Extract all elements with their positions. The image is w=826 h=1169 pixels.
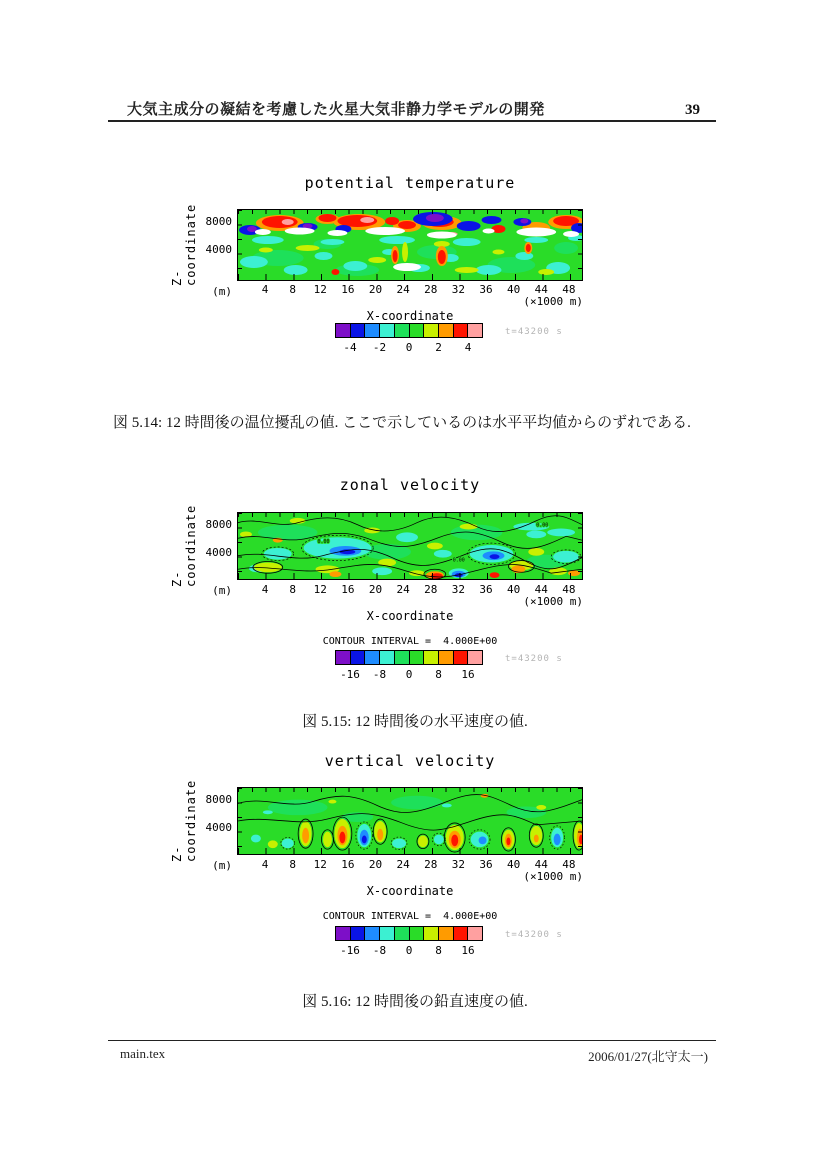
z-axis-label: Z-coordinate — [170, 203, 198, 287]
x-tick-label: 40 — [507, 858, 521, 871]
footer-left: main.tex — [120, 1046, 166, 1061]
x-unit-label: (×1000 m) — [523, 870, 583, 883]
x-tick-label: 20 — [368, 583, 383, 596]
time-label: t=43200 s — [505, 654, 563, 664]
colorbar-cell — [379, 651, 394, 664]
heatmap-zonal-velocity — [237, 512, 583, 580]
x-tick-label: 44 — [534, 858, 548, 871]
colorbar-cell — [409, 324, 424, 337]
z-tick-label: 4000 — [205, 821, 232, 834]
colorbar-cell — [453, 651, 468, 664]
colorbar-tick-label: 4 — [464, 341, 472, 354]
page-footer — [120, 1046, 708, 1065]
x-tick-label: 12 — [313, 283, 327, 296]
colorbar-cell — [438, 324, 453, 337]
page-number: 39 — [685, 102, 700, 118]
zonal-velocity-field — [238, 513, 582, 579]
bottom-tick-marks — [238, 848, 582, 854]
x-tick-label: 24 — [396, 583, 410, 596]
contour-label: 0.00 — [452, 557, 465, 564]
x-tick-label: 16 — [341, 583, 355, 596]
x-tick-label: 28 — [424, 283, 438, 296]
x-tick-label: 12 — [313, 583, 327, 596]
colorbar-tick-label: -16 — [340, 668, 360, 681]
colorbar — [335, 650, 483, 665]
colorbar-tick-label: -8 — [372, 944, 387, 957]
colorbar-cell — [350, 651, 365, 664]
figure-caption: 図 5.15: 12 時間後の水平速度の値. — [302, 714, 528, 730]
x-tick-label: 32 — [451, 858, 465, 871]
x-tick-label: 4 — [261, 583, 269, 596]
x-tick-label: 16 — [341, 858, 355, 871]
x-tick-label: 16 — [341, 283, 355, 296]
x-tick-label: 48 — [562, 583, 576, 596]
z-tick-label: 4000 — [205, 243, 232, 256]
colorbar-cell — [394, 324, 409, 337]
right-tick-marks — [578, 210, 582, 280]
x-unit-label: (×1000 m) — [523, 295, 583, 308]
x-tick-label: 28 — [424, 858, 438, 871]
colorbar-cell — [394, 651, 409, 664]
colorbar-cell — [364, 651, 379, 664]
colorbar-cell — [467, 324, 482, 337]
x-tick-label: 40 — [507, 283, 521, 296]
top-tick-marks — [238, 210, 582, 214]
figure-title: vertical velocity — [324, 752, 496, 770]
colorbar-tick-row — [336, 341, 482, 354]
x-tick-label: 24 — [396, 283, 410, 296]
vertical-velocity-field — [238, 788, 582, 854]
footer-right: 2006/01/27(北守太一) — [588, 1049, 708, 1064]
potential-temperature-field — [238, 210, 582, 280]
contour-interval-label: CONTOUR INTERVAL = 4.000E+00 — [322, 911, 498, 922]
time-label: t=43200 s — [505, 930, 563, 940]
colorbar-cell — [438, 927, 453, 940]
x-tick-label: 40 — [507, 583, 521, 596]
z-unit-label: (m) — [212, 859, 232, 872]
colorbar — [335, 926, 483, 941]
colorbar-tick-row — [336, 668, 482, 681]
x-tick-label: 20 — [368, 283, 383, 296]
time-label: t=43200 s — [505, 327, 563, 337]
colorbar-cell — [438, 651, 453, 664]
x-tick-label: 32 — [451, 283, 465, 296]
right-tick-marks — [578, 788, 582, 854]
figure-title: potential temperature — [304, 174, 516, 192]
left-tick-marks — [238, 210, 242, 280]
colorbar-cell — [336, 324, 350, 337]
colorbar-tick-label: 2 — [435, 341, 442, 354]
z-tick-label: 8000 — [205, 518, 232, 531]
colorbar-tick-label: 8 — [435, 944, 442, 957]
z-tick-label: 8000 — [205, 215, 232, 228]
colorbar-cell — [379, 927, 394, 940]
top-tick-marks — [238, 788, 582, 792]
colorbar-tick-row — [336, 944, 482, 957]
colorbar-cell — [350, 324, 365, 337]
colorbar-tick-label: -8 — [372, 668, 387, 681]
colorbar-tick-label: 8 — [435, 668, 442, 681]
x-tick-label: 28 — [424, 583, 438, 596]
colorbar-cell — [467, 927, 482, 940]
z-axis-label: Z-coordinate — [170, 504, 198, 588]
x-tick-label: 4 — [261, 858, 269, 871]
x-tick-label: 24 — [396, 858, 410, 871]
footer-rule — [108, 1040, 716, 1041]
figure-title: zonal velocity — [339, 476, 481, 494]
page-header — [127, 98, 700, 119]
colorbar-tick-label: 16 — [461, 944, 475, 957]
colorbar-cell — [423, 927, 438, 940]
x-axis-label: X-coordinate — [366, 884, 454, 898]
x-tick-label: 8 — [289, 283, 296, 296]
colorbar-tick-label: 16 — [461, 668, 475, 681]
colorbar-cell — [409, 651, 424, 664]
z-tick-label: 8000 — [205, 793, 232, 806]
figure-caption: 図 5.14: 12 時間後の温位擾乱の値. ここで示しているのは水平平均値からのずれである. — [113, 415, 691, 431]
x-tick-label: 20 — [368, 858, 383, 871]
x-tick-label: 36 — [479, 583, 493, 596]
x-tick-label: 44 — [534, 283, 548, 296]
x-tick-label: 4 — [261, 283, 269, 296]
z-unit-label: (m) — [212, 285, 232, 298]
colorbar-cell — [336, 651, 350, 664]
contour-interval-label: CONTOUR INTERVAL = 4.000E+00 — [322, 636, 498, 647]
colorbar-tick-label: -16 — [340, 944, 360, 957]
colorbar-tick-label: -4 — [343, 341, 357, 354]
z-tick-label: 4000 — [205, 546, 232, 559]
bottom-tick-marks — [238, 274, 582, 280]
colorbar-cell — [453, 927, 468, 940]
colorbar-tick-label: 0 — [405, 944, 413, 957]
x-tick-label: 36 — [479, 283, 493, 296]
x-axis-label: X-coordinate — [366, 309, 454, 323]
z-axis-label: Z-coordinate — [170, 779, 198, 863]
colorbar-cell — [364, 324, 379, 337]
colorbar-tick-label: 0 — [405, 668, 413, 681]
x-tick-label: 44 — [534, 583, 548, 596]
header-rule — [108, 120, 716, 122]
heatmap-vertical-velocity — [237, 787, 583, 855]
x-tick-label: 32 — [451, 583, 465, 596]
colorbar-tick-label: 0 — [405, 341, 413, 354]
x-unit-label: (×1000 m) — [523, 595, 583, 608]
heatmap-potential-temperature — [237, 209, 583, 281]
left-tick-marks — [238, 788, 242, 854]
colorbar-cell — [336, 927, 350, 940]
colorbar-cell — [423, 324, 438, 337]
colorbar-cell — [409, 927, 424, 940]
top-tick-marks — [238, 513, 582, 517]
colorbar-cell — [423, 651, 438, 664]
colorbar-cell — [379, 324, 394, 337]
z-unit-label: (m) — [212, 584, 232, 597]
colorbar-cell — [364, 927, 379, 940]
x-tick-label: 8 — [289, 583, 296, 596]
x-tick-label: 48 — [562, 283, 576, 296]
x-axis-label: X-coordinate — [366, 609, 454, 623]
header-title: 大気主成分の凝結を考慮した火星大気非静力学モデルの開発 — [127, 101, 545, 118]
left-tick-marks — [238, 513, 242, 579]
contour-label: 0.00 — [536, 522, 549, 529]
figure-caption: 図 5.16: 12 時間後の鉛直速度の値. — [302, 994, 528, 1010]
colorbar-cell — [453, 324, 468, 337]
x-tick-label: 8 — [289, 858, 296, 871]
colorbar-tick-label: -2 — [372, 341, 387, 354]
colorbar-cell — [467, 651, 482, 664]
right-tick-marks — [578, 513, 582, 579]
x-tick-label: 36 — [479, 858, 493, 871]
x-tick-label: 12 — [313, 858, 327, 871]
colorbar — [335, 323, 483, 338]
contour-label: 0.00 — [317, 539, 330, 546]
colorbar-cell — [350, 927, 365, 940]
colorbar-cell — [394, 927, 409, 940]
x-tick-label: 48 — [562, 858, 576, 871]
bottom-tick-marks — [238, 573, 582, 579]
